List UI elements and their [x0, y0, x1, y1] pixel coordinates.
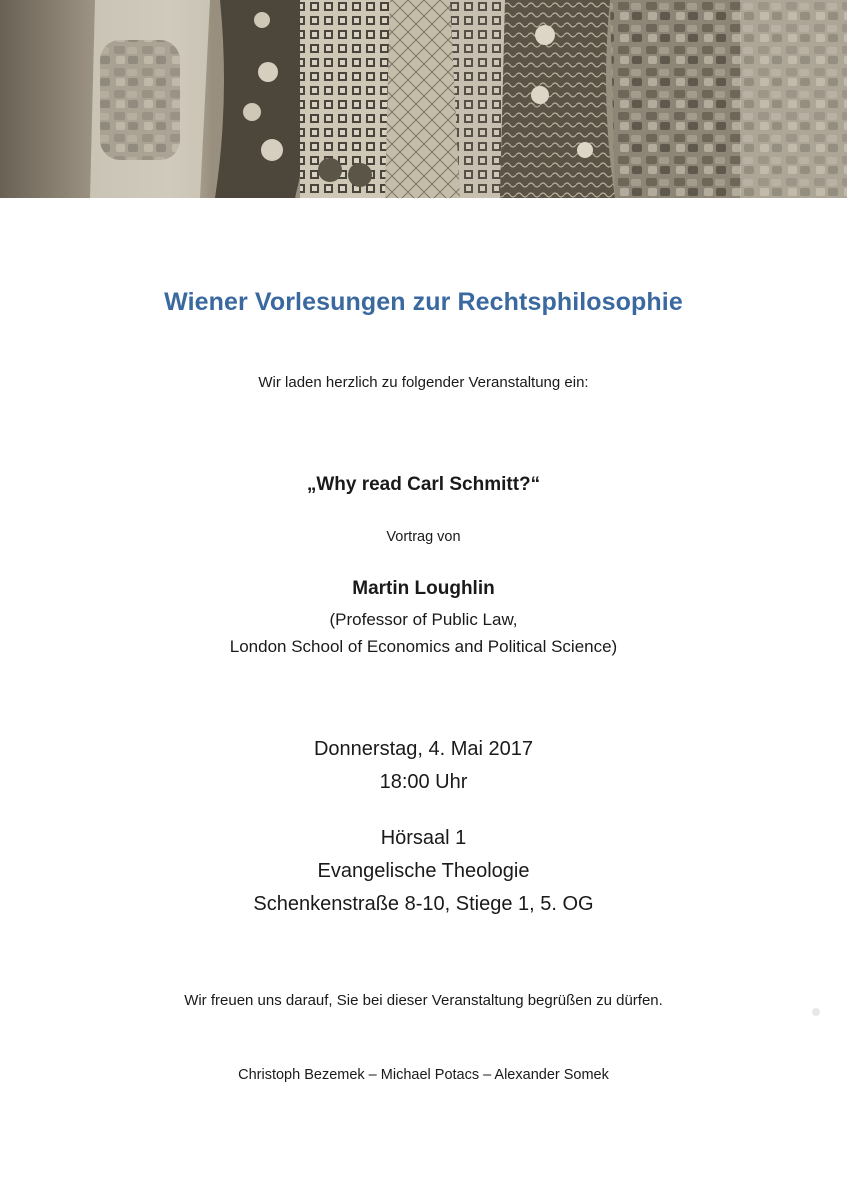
scan-speck	[812, 1008, 820, 1016]
header-artwork-banner	[0, 0, 847, 198]
event-time: 18:00 Uhr	[379, 771, 468, 793]
talk-title: „Why read Carl Schmitt?“	[306, 474, 541, 495]
invitation-text: Wir laden herzlich zu folgender Veranstaltung ein:	[258, 374, 589, 391]
speaker-name: Martin Loughlin	[352, 578, 495, 599]
event-room: Hörsaal 1	[380, 827, 467, 849]
closing-text: Wir freuen uns darauf, Sie bei dieser Veranstaltung begrüßen zu dürfen.	[184, 992, 663, 1009]
series-title: Wiener Vorlesungen zur Rechtsphilosophie	[164, 288, 683, 316]
speaker-affiliation-line2: London School of Economics and Political Science)	[229, 637, 618, 656]
speaker-affiliation-line1: (Professor of Public Law,	[329, 610, 518, 629]
event-date: Donnerstag, 4. Mai 2017	[313, 738, 534, 760]
event-building: Evangelische Theologie	[317, 860, 530, 882]
organizers-list: Christoph Bezemek – Michael Potacs – Alexander Somek	[238, 1067, 609, 1083]
klimt-style-artwork	[0, 0, 847, 198]
lecture-by-label: Vortrag von	[386, 529, 461, 545]
event-address: Schenkenstraße 8-10, Stiege 1, 5. OG	[253, 893, 594, 915]
